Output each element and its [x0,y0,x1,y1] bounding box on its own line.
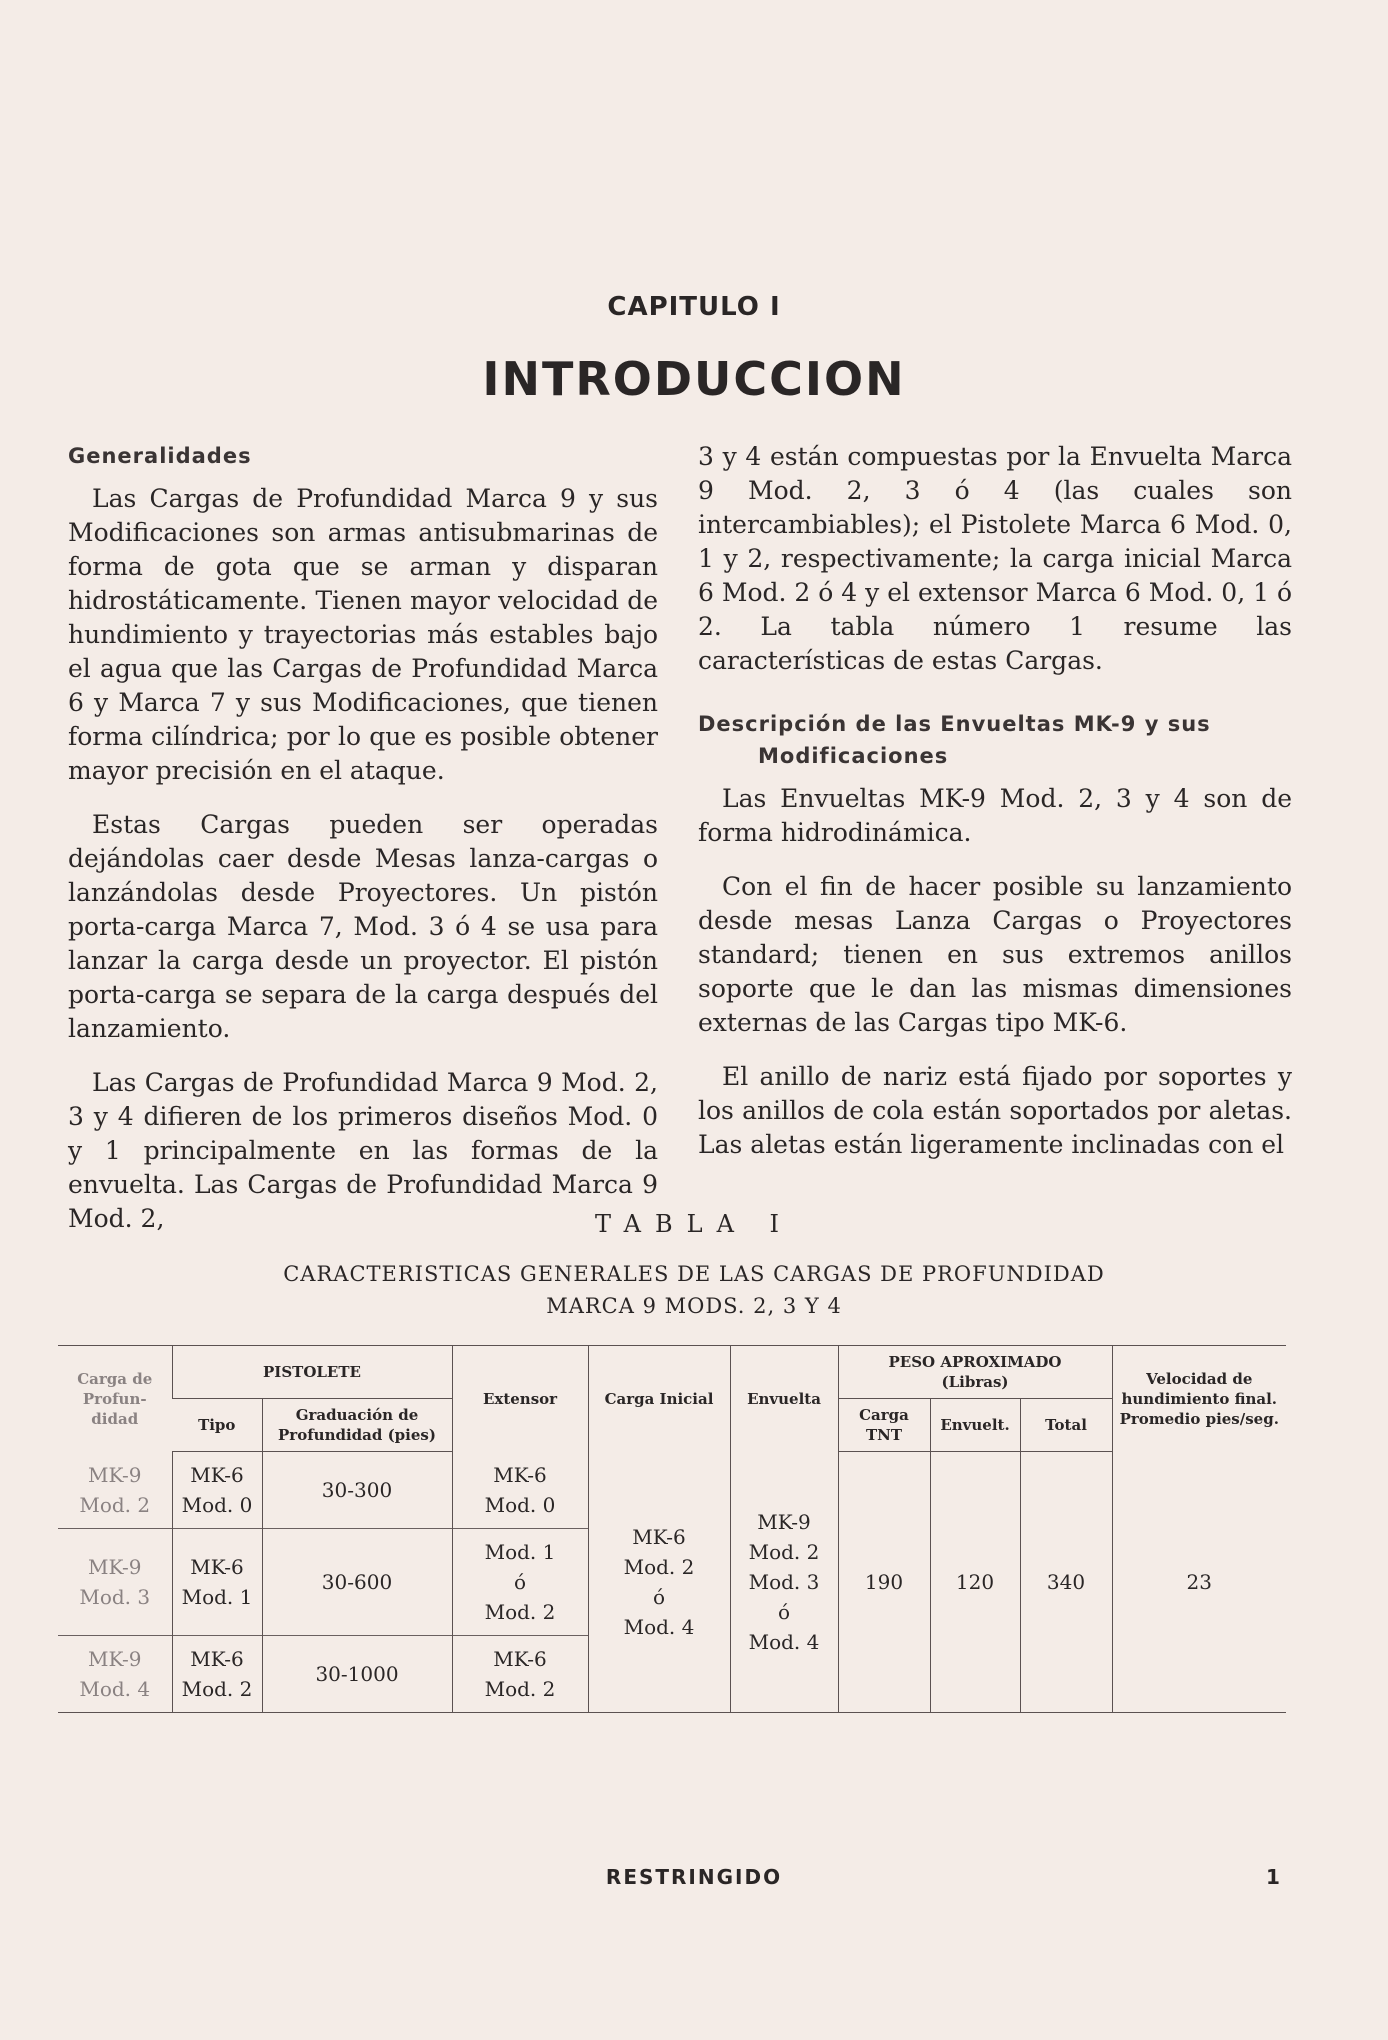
cell-carga: MK-9 Mod. 4 [79,1647,151,1701]
cell-extensor: MK-6 Mod. 2 [452,1636,588,1713]
section-heading-generalidades: Generalidades [68,444,252,468]
paragraph: El anillo de nariz está fijado por soportes y los anillos de cola están soportados por aletas. Las aletas están ligeramente inclinadas con el [698,1062,1292,1159]
paragraph: Las Cargas de Profundidad Marca 9 y sus Modificaciones son armas antisubmarinas de forma de gota que se arman y disparan hidrostáticamente. Tienen mayor velocidad de hundimiento y trayectorias más estables bajo el agua que las Cargas de Profundidad Marca 6 y Marca 7 y sus Modificaciones, que tienen forma cilíndrica; por lo que es posible obtener mayor precisión en el ataque. [68,484,658,785]
cell-graduacion: 30-300 [262,1452,452,1529]
cell-carga-inicial: MK-6 Mod. 2 ó Mod. 4 [588,1452,730,1713]
cell-velocidad: 23 [1112,1452,1286,1713]
header-peso-unit: (Libras) [941,1373,1009,1391]
cell-carga-tnt: 190 [838,1452,930,1713]
header-envuelta: Envuelta [730,1346,838,1452]
heading-line: Descripción de las Envueltas MK-9 y sus [698,712,1211,736]
header-extensor: Extensor [452,1346,588,1452]
cell-tipo: MK-6 Mod. 0 [172,1452,262,1529]
cell-graduacion: 30-1000 [262,1636,452,1713]
cell-total: 340 [1020,1452,1112,1713]
cell-graduacion: 30-600 [262,1529,452,1636]
cell-envuelt: 120 [930,1452,1020,1713]
table-caption [0,1258,1388,1322]
page-number: 1 [1266,1865,1280,1889]
caption-line: MARCA 9 MODS. 2, 3 Y 4 [546,1294,842,1318]
header-graduacion: Graduación de Profundidad (pies) [262,1399,452,1452]
header-pistolete: PISTOLETE [172,1346,452,1399]
header-velocidad-label: Velocidad de hundimiento final. [1121,1369,1278,1408]
table-heading: TABLA I [594,1210,794,1238]
header-velocidad [1112,1346,1286,1452]
header-total: Total [1020,1399,1112,1452]
caption-line: CARACTERISTICAS GENERALES DE LAS CARGAS DE PROFUNDIDAD [283,1262,1105,1286]
cell-carga: MK-9 Mod. 3 [79,1555,151,1609]
cell-tipo: MK-6 Mod. 2 [172,1636,262,1713]
header-carga: Carga de Profun-didad [58,1346,172,1452]
cell-envuelta: MK-9 Mod. 2 Mod. 3 ó Mod. 4 [730,1452,838,1713]
cell-tipo: MK-6 Mod. 1 [172,1529,262,1636]
section-heading-envueltas [698,708,1292,772]
paragraph-continuation: 3 y 4 están compuestas por la Envuelta Marca 9 Mod. 2, 3 ó 4 (las cuales son intercambiables); el Pistolete Marca 6 Mod. 0, 1 y 2, respectivamente; la carga inicial Marca 6 Mod. 2 ó 4 y el extensor Marca 6 Mod. 0, 1 ó 2. La tabla número 1 resume las características de estas Cargas. [698,442,1292,675]
left-column [68,440,658,1256]
header-peso [838,1346,1112,1399]
cell-extensor: Mod. 1 ó Mod. 2 [452,1529,588,1636]
right-column [698,440,1292,1182]
heading-line: Modificaciones [758,744,949,768]
paragraph: Con el fin de hacer posible su lanzamiento desde mesas Lanza Cargas o Proyectores standard; tienen en sus extremos anillos soporte que le dan las mismas dimensiones externas de las Cargas tipo MK-6. [698,872,1292,1037]
page-title: INTRODUCCION [482,352,906,406]
paragraph: Las Cargas de Profundidad Marca 9 Mod. 2, 3 y 4 difieren de los primeros diseños Mod. 0 y 1 principalmente en las formas de la envuelta. Las Cargas de Profundidad Marca 9 Mod. 2, [68,1068,658,1233]
characteristics-table [58,1345,1286,1713]
cell-extensor: MK-6 Mod. 0 [452,1452,588,1529]
header-carga-tnt: Carga TNT [838,1399,930,1452]
paragraph: Estas Cargas pueden ser operadas dejándolas caer desde Mesas lanza-cargas o lanzándolas desde Proyectores. Un pistón porta-carga Marca 7, Mod. 3 ó 4 se usa para lanzar la carga desde un proyector. El pistón porta-carga se separa de la carga después del lanzamiento. [68,810,658,1043]
header-velocidad-unit: Promedio pies/seg. [1119,1409,1279,1428]
header-tipo: Tipo [172,1399,262,1452]
chapter-label: CAPITULO I [607,292,781,322]
cell-carga: MK-9 Mod. 2 [79,1462,151,1517]
header-peso-label: PESO APROXIMADO [888,1353,1062,1371]
classification-footer: RESTRINGIDO [605,1865,783,1889]
header-carga-inicial: Carga Inicial [588,1346,730,1452]
header-envuelt: Envuelt. [930,1399,1020,1452]
table-row [58,1452,1286,1529]
paragraph: Las Envueltas MK-9 Mod. 2, 3 y 4 son de forma hidrodinámica. [698,784,1292,847]
